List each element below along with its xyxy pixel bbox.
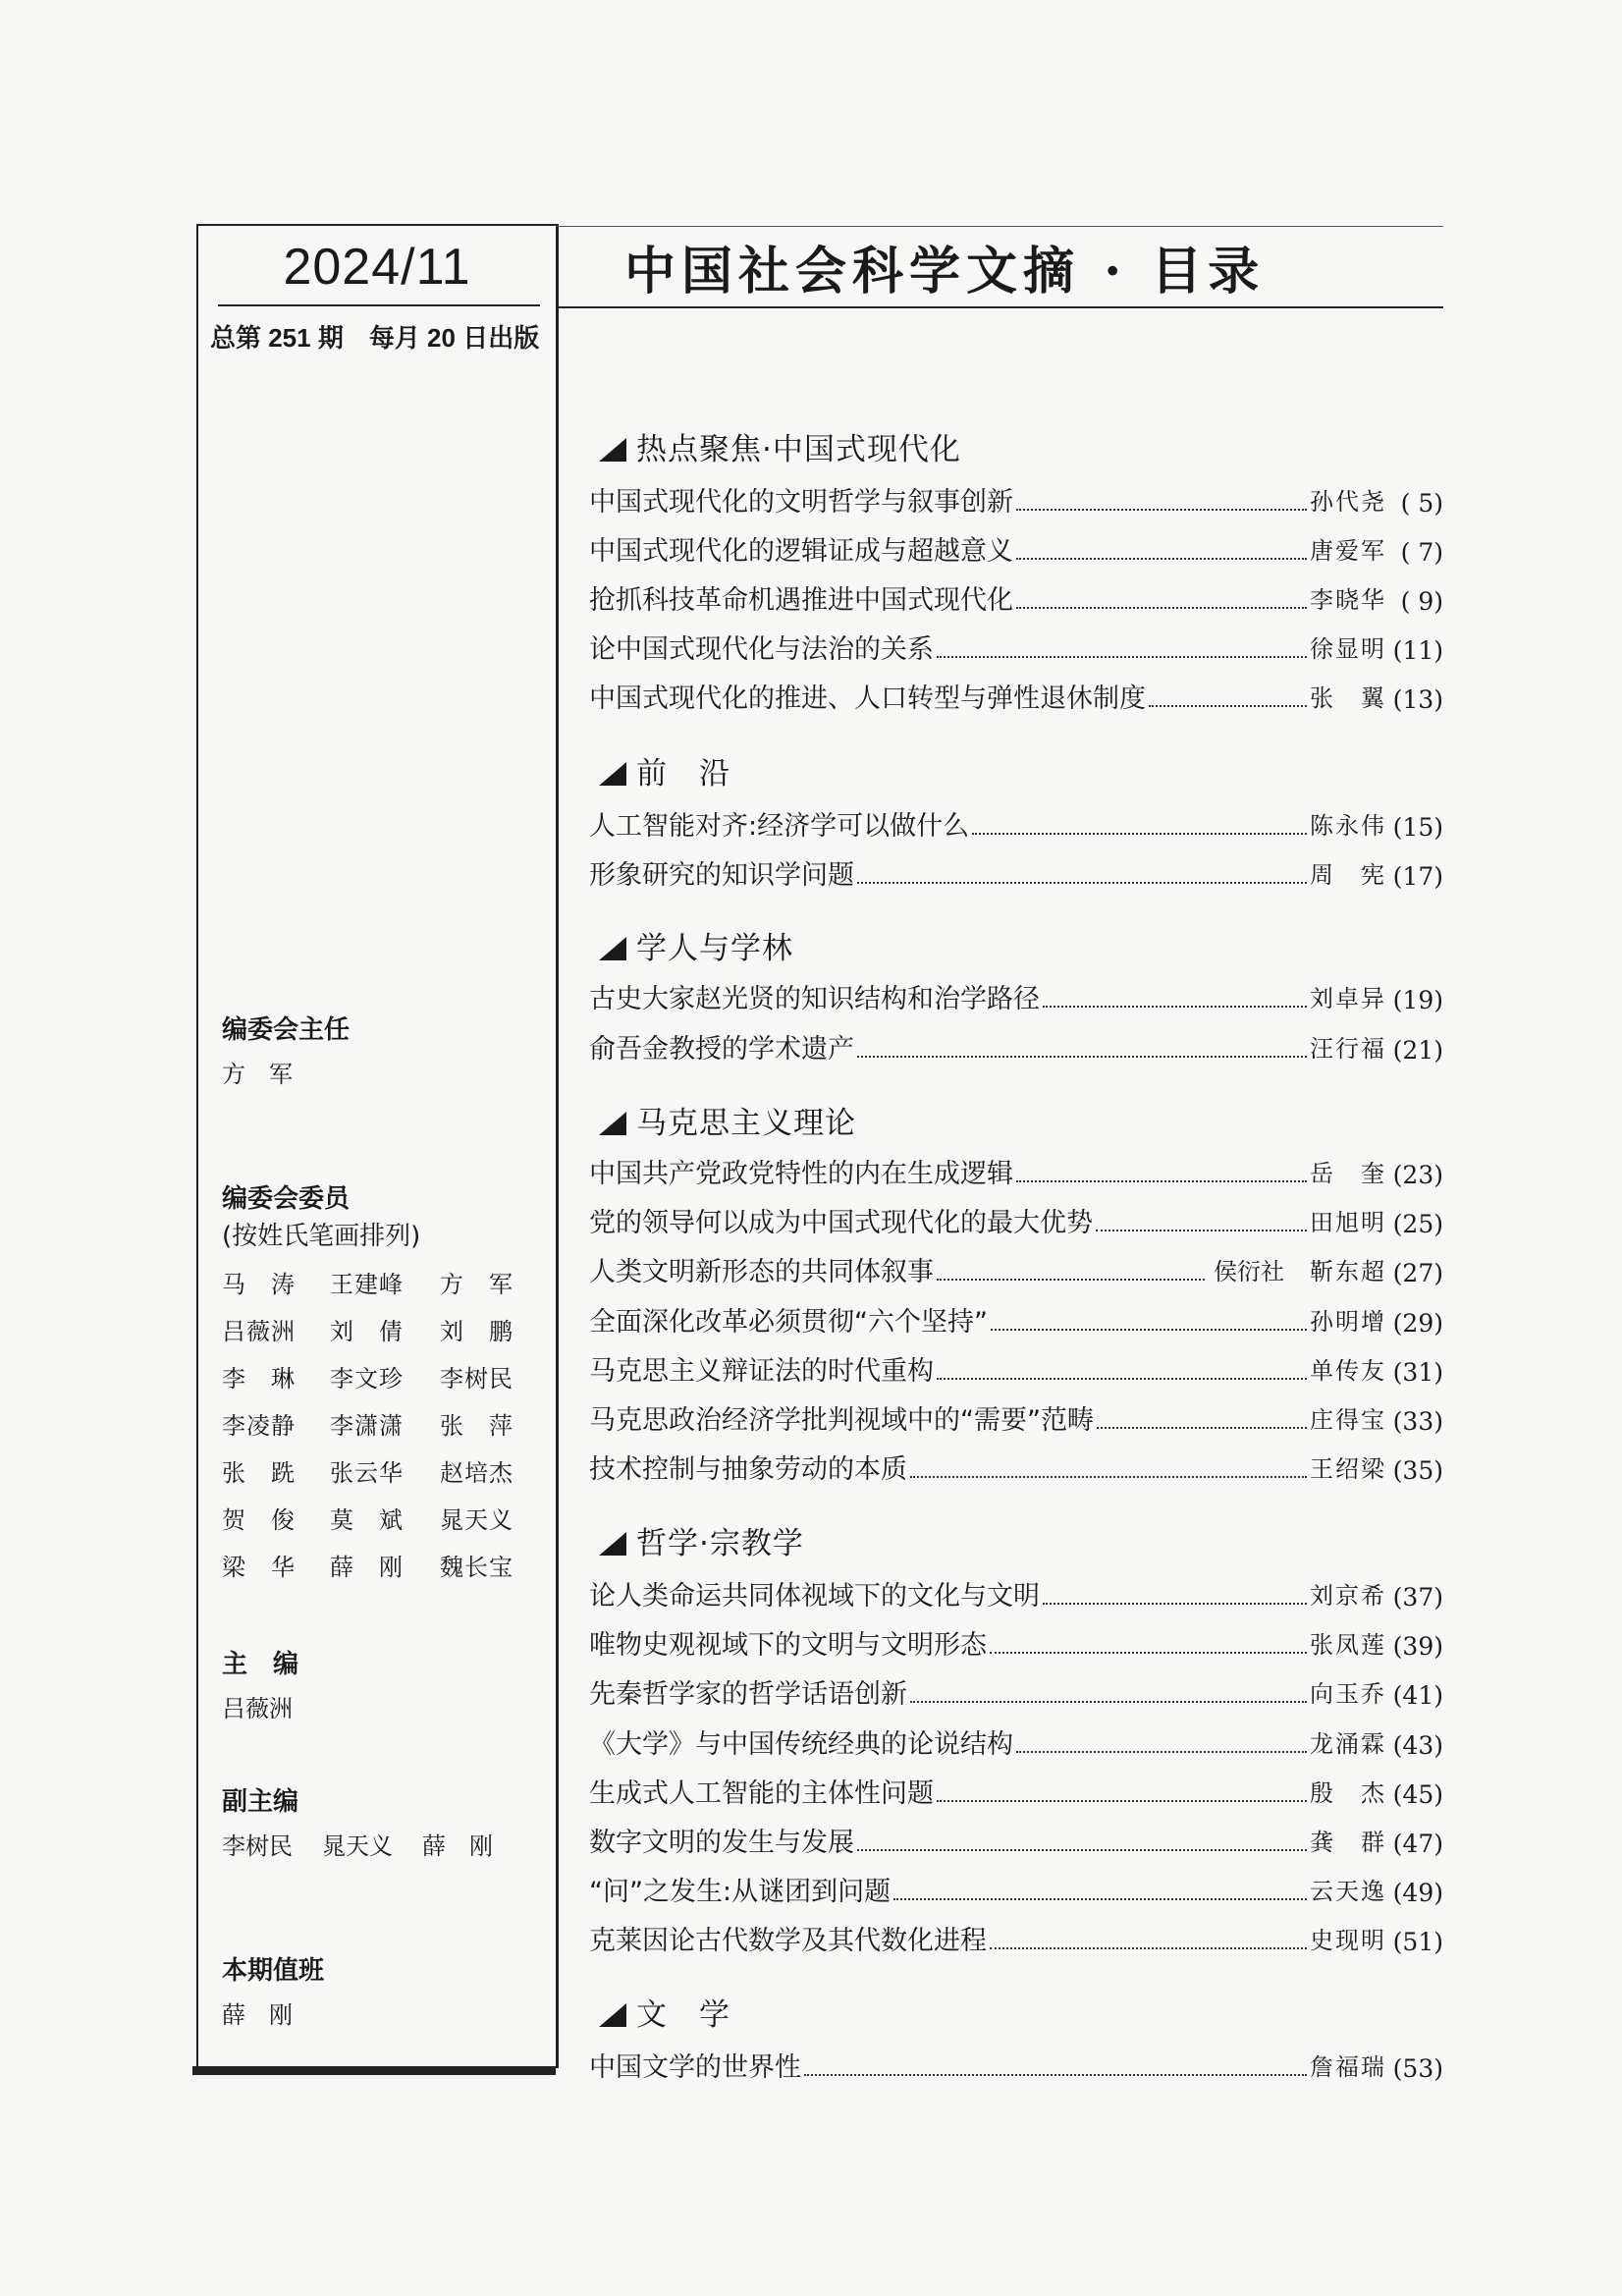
dot-leader [1043,1603,1307,1605]
entry-author: 向玉乔 [1310,1680,1386,1708]
board-member-name: 贺 俊 [222,1506,296,1534]
staff-name: 吕薇洲 [222,1695,293,1722]
issue-number: 2024/11 [283,239,471,296]
entry-title: 形象研究的知识学问题 [589,860,854,891]
board-member-name: 张云华 [330,1459,404,1487]
toc-entry[interactable] [589,2045,1443,2084]
section-title: 前 沿 [636,756,730,792]
editor-in-chief-label: 主 编 [222,1650,299,1679]
issue-pubdate: 每月 20 日出版 [368,323,540,353]
entry-page: (41) [1392,1681,1443,1710]
toc-entry[interactable] [589,1348,1443,1388]
entry-page: (23) [1392,1161,1443,1189]
board-director-label: 编委会主任 [222,1015,351,1045]
staff-name: 薛 刚 [422,1832,493,1860]
entry-author: 单传友 [1310,1357,1386,1385]
entry-author: 岳 奎 [1310,1160,1386,1187]
entry-author: 刘京希 [1310,1582,1386,1610]
section-title: 文 学 [636,1997,730,2033]
board-member-name: 马 涛 [222,1271,296,1298]
entry-page: ( 5) [1400,489,1443,518]
entry-page: (19) [1392,986,1443,1014]
entry-title: 中国式现代化的推进、人口转型与弹性退休制度 [589,683,1146,714]
entry-page: (21) [1392,1036,1443,1065]
dot-leader [990,1652,1307,1654]
board-member-name: 李树民 [440,1365,514,1393]
entry-title: 克莱因论古代数学及其代数化进程 [589,1926,987,1956]
entry-title: 论人类命运共同体视域下的文化与文明 [589,1581,1040,1612]
board-member-name: 李凌静 [222,1412,296,1440]
toc-entry[interactable] [589,1299,1443,1339]
entry-author: 靳东超 [1310,1258,1386,1285]
dot-leader [1016,558,1307,560]
entry-author: 云天逸 [1310,1878,1386,1905]
entry-page: (13) [1392,685,1443,714]
dot-leader [991,1329,1307,1331]
issue-info [210,318,556,355]
staff-name: 李树民 [222,1832,293,1860]
dot-leader [857,1849,1307,1851]
board-member-name: 李 琳 [222,1365,296,1393]
board-member-name: 赵培杰 [440,1459,514,1487]
board-member-name: 魏长宝 [440,1554,514,1581]
toc-entry[interactable] [589,1771,1443,1810]
dot-leader [1016,1751,1307,1753]
toc-entry[interactable] [589,528,1443,568]
board-members-grid [222,1265,546,1582]
entry-title: 抢抓科技革命机遇推进中国式现代化 [589,585,1013,616]
entry-author: 李晓华 [1310,586,1386,614]
entry-author: 刘卓异 [1310,985,1386,1012]
board-members-label: 编委会委员 [222,1184,351,1214]
entry-coauthor: 侯衍社 [1214,1258,1284,1285]
dot-leader [1016,509,1307,511]
masthead-column [196,224,559,2068]
toc-entry[interactable] [589,1573,1443,1613]
entry-page: (33) [1392,1407,1443,1436]
entry-title: 数字文明的发生与发展 [589,1828,854,1858]
entry-title: 中国文学的世界性 [589,2052,801,2083]
duty-editor-names [222,1995,322,2030]
toc-entry[interactable] [589,1918,1443,1957]
entry-page: (29) [1392,1309,1443,1338]
staff-name: 薛 刚 [222,2001,293,2029]
dot-leader [857,882,1307,884]
dot-leader [910,1476,1307,1478]
board-member-name: 薛 刚 [330,1554,404,1581]
entry-author: 史现明 [1310,1927,1386,1954]
board-member-name: 吕薇洲 [222,1318,296,1345]
dot-leader [937,656,1307,658]
entry-page: (35) [1392,1456,1443,1485]
issue-divider [218,304,540,306]
entry-title: 人类文明新形态的共同体叙事 [589,1257,934,1287]
entry-title: 俞吾金教授的学术遗产 [589,1034,854,1065]
board-member-name: 李潇潇 [330,1412,404,1440]
entry-author: 殷 杰 [1310,1779,1386,1807]
section-title: 热点聚焦·中国式现代化 [636,432,961,467]
toc-entry[interactable] [589,1820,1443,1859]
toc-entry[interactable] [589,1026,1443,1066]
triangle-marker-icon [599,1112,626,1135]
entry-author: 周 宪 [1310,861,1386,889]
board-member-name: 张 跣 [222,1459,296,1487]
entry-title: 马克思主义辩证法的时代重构 [589,1356,934,1387]
triangle-marker-icon [599,762,626,786]
entry-page: (37) [1392,1583,1443,1612]
dot-leader [1016,1180,1307,1182]
section-heading [599,424,961,468]
board-member-name: 李文珍 [330,1365,404,1393]
entry-author: 龙涌霖 [1310,1730,1386,1758]
entry-page: (15) [1392,813,1443,842]
triangle-marker-icon [599,2003,626,2027]
entry-page: (53) [1392,2054,1443,2083]
deputy-editors-label: 副主编 [222,1787,299,1817]
dot-leader [937,1378,1307,1380]
dot-leader [972,833,1307,835]
board-member-name: 方 军 [440,1271,514,1298]
board-director-names [222,1055,322,1089]
entry-page: (43) [1392,1731,1443,1760]
entry-title: 中国式现代化的逻辑证成与超越意义 [589,536,1013,567]
entry-page: (51) [1392,1928,1443,1956]
triangle-marker-icon [599,1532,626,1556]
entry-page: (17) [1392,862,1443,891]
dot-leader [937,1800,1307,1802]
entry-author: 田旭明 [1310,1209,1386,1236]
board-members-note: (按姓氏笔画排列) [222,1222,421,1251]
deputy-editors-names [222,1827,522,1861]
entry-title: 党的领导何以成为中国式现代化的最大优势 [589,1208,1093,1238]
entry-page: ( 9) [1400,587,1443,616]
board-member-name: 晁天义 [440,1506,514,1534]
toc-entry[interactable] [589,1151,1443,1190]
section-heading [599,1518,804,1562]
entry-page: (39) [1392,1632,1443,1661]
board-member-name: 梁 华 [222,1554,296,1581]
entry-author: 詹福瑞 [1310,2053,1386,2081]
staff-name: 方 军 [222,1061,293,1088]
dot-leader [990,1947,1307,1949]
title-top-rule [556,226,1443,227]
section-heading [599,1990,730,2034]
board-member-name: 刘 倩 [330,1318,404,1345]
dot-leader [937,1279,1205,1281]
title-divider [556,306,1443,308]
entry-page: (27) [1392,1259,1443,1287]
section-title: 马克思主义理论 [636,1106,856,1141]
entry-author: 孙明增 [1310,1308,1386,1336]
entry-page: (49) [1392,1879,1443,1907]
dot-leader [1043,1006,1307,1008]
entry-page: ( 7) [1400,538,1443,567]
issue-serial: 总第 251 期 [210,323,344,353]
entry-page: (31) [1392,1358,1443,1387]
entry-title: 《大学》与中国传统经典的论说结构 [589,1729,1013,1760]
entry-author: 唐爱军 [1310,537,1386,565]
entry-page: (11) [1392,636,1443,665]
section-title: 哲学·宗教学 [636,1526,804,1561]
entry-author: 汪行福 [1310,1035,1386,1063]
dot-leader [893,1898,1307,1900]
toc-entry[interactable] [589,1200,1443,1239]
entry-title: 唯物史观视域下的文明与文明形态 [589,1630,987,1661]
entry-title: 生成式人工智能的主体性问题 [589,1778,934,1809]
dot-leader [1097,1427,1307,1429]
entry-page: (47) [1392,1830,1443,1858]
entry-author: 张凤莲 [1310,1631,1386,1659]
duty-editor-label: 本期值班 [222,1956,325,1986]
dot-leader [1149,705,1307,707]
toc-entry[interactable] [589,1622,1443,1662]
entry-title: 人工智能对齐:经济学可以做什么 [589,811,970,842]
toc-entry[interactable] [589,1249,1443,1288]
dot-leader [857,1056,1307,1058]
entry-author: 陈永伟 [1310,812,1386,840]
section-title: 学人与学林 [636,931,793,966]
entry-title: 技术控制与抽象劳动的本质 [589,1454,907,1485]
toc-entry[interactable] [589,976,1443,1015]
dot-leader [1096,1230,1307,1231]
toc-entry[interactable] [589,803,1443,843]
entry-author: 张 翼 [1310,684,1386,712]
toc-entry[interactable] [589,852,1443,892]
entry-title: 古史大家赵光贤的知识结构和治学路径 [589,984,1040,1014]
toc-entry[interactable] [589,627,1443,666]
dot-leader [1016,607,1307,609]
staff-name: 晁天义 [322,1832,393,1860]
board-member-name: 王建峰 [330,1271,404,1298]
column-base-bar [192,2066,556,2075]
section-heading [599,923,793,967]
entry-author: 徐显明 [1310,635,1386,663]
board-member-name: 莫 斌 [330,1506,404,1534]
entry-title: 全面深化改革必须贯彻“六个坚持” [589,1307,988,1338]
editor-in-chief-names [222,1689,322,1723]
journal-title: 中国社会科学文摘 · 目录 [624,242,1266,301]
entry-title: 中国共产党政党特性的内在生成逻辑 [589,1159,1013,1189]
board-member-name: 张 萍 [440,1412,514,1440]
dot-leader [910,1701,1307,1703]
dot-leader [804,2074,1307,2076]
entry-author: 龚 群 [1310,1829,1386,1856]
entry-title: 中国式现代化的文明哲学与叙事创新 [589,487,1013,518]
entry-author: 庄得宝 [1310,1406,1386,1434]
toc-entry[interactable] [589,1447,1443,1486]
triangle-marker-icon [599,937,626,960]
section-heading [599,1098,856,1142]
entry-author: 王绍梁 [1310,1455,1386,1483]
entry-title: “问”之发生:从谜团到问题 [589,1877,892,1907]
toc-entry[interactable] [589,1671,1443,1711]
toc-entry[interactable] [589,676,1443,715]
toc-entry[interactable] [589,1869,1443,1908]
section-heading [599,748,730,793]
toc-entry[interactable] [589,1722,1443,1761]
toc-entry[interactable] [589,577,1443,617]
entry-title: 马克思政治经济学批判视域中的“需要”范畴 [589,1405,1094,1436]
entry-page: (45) [1392,1780,1443,1809]
board-member-name: 刘 鹏 [440,1318,514,1345]
entry-title: 先秦哲学家的哲学话语创新 [589,1679,907,1710]
toc-entry[interactable] [589,1397,1443,1437]
entry-author: 孙代尧 [1310,488,1386,516]
entry-title: 论中国式现代化与法治的关系 [589,634,934,665]
toc-entry[interactable] [589,479,1443,519]
triangle-marker-icon [599,438,626,462]
entry-page: (25) [1392,1210,1443,1238]
